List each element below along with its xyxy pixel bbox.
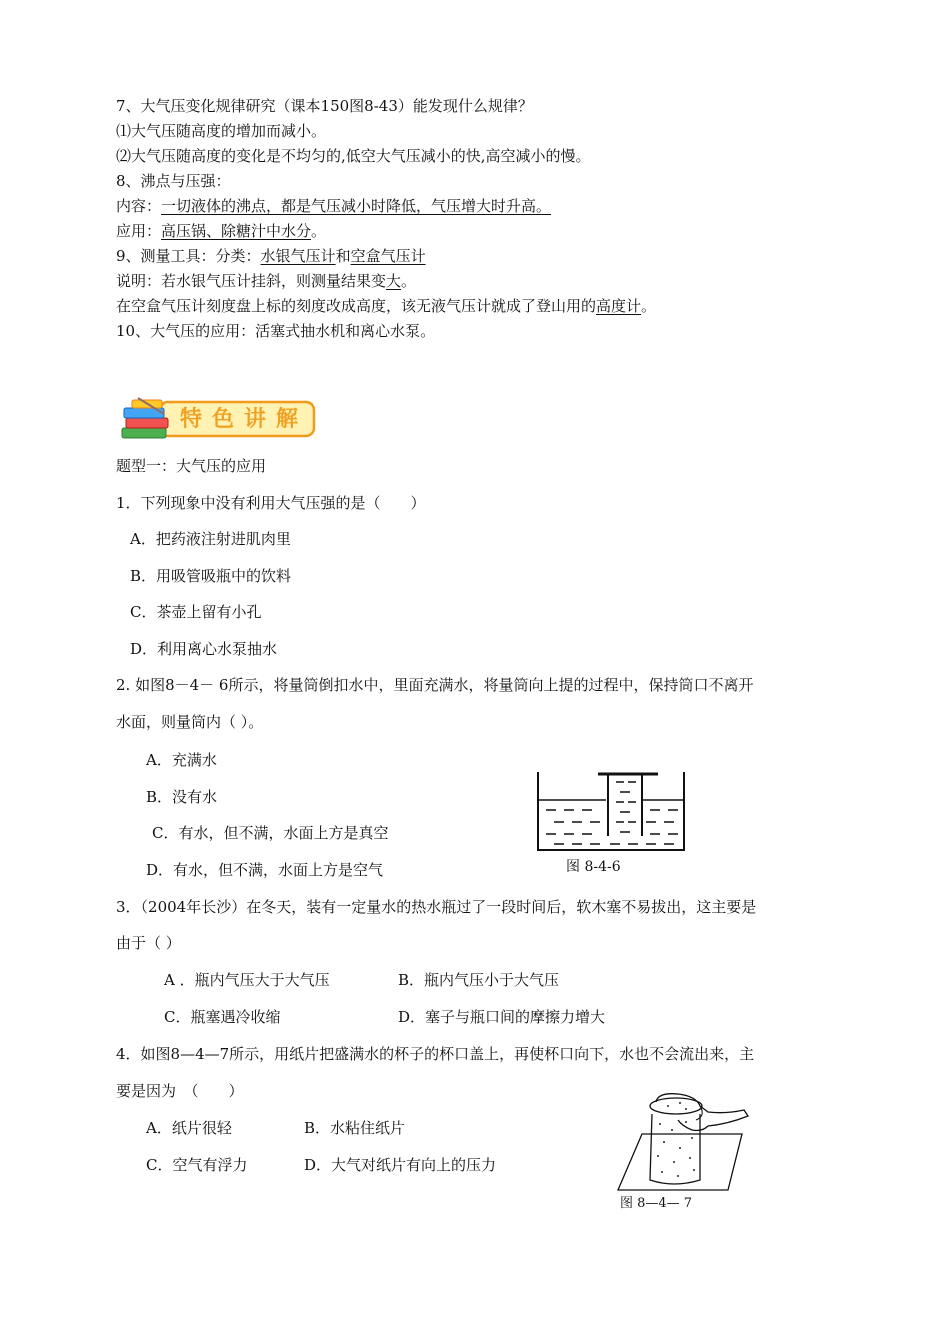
q1-option-b: B．用吸管吸瓶中的饮料 [130, 567, 292, 585]
q3-option-d: D．塞子与瓶口间的摩擦力增大 [398, 1008, 606, 1026]
q4-stem-line-2: 要是因为 （ ） [116, 1082, 244, 1100]
q4-option-a: A．纸片很轻 [146, 1119, 232, 1137]
q1-stem: 1．下列现象中没有利用大气压强的是（ ） [116, 494, 426, 512]
explain-b-end: 。 [641, 297, 657, 315]
note-item-8: 8、沸点与压强： [116, 172, 231, 190]
q4-option-d: D．大气对纸片有向上的压力 [304, 1156, 497, 1174]
figure-8-4-7-caption: 图 8—4— 7 [620, 1196, 693, 1211]
q1-option-a: A．把药液注射进肌肉里 [130, 530, 291, 548]
item9-and: 和 [335, 247, 351, 265]
q1-option-c: C．茶壶上留有小孔 [130, 603, 262, 621]
q3-stem-line-1: 3．（2004年长沙）在冬天，装有一定量水的热水瓶过了一段时间后，软木塞不易拔出，这主要是 [116, 898, 757, 916]
note-item-10: 10、大气压的应用：活塞式抽水机和离心水泵。 [116, 322, 436, 340]
q2-option-a: A．充满水 [146, 751, 217, 769]
q4-stem-line-1: 4．如图8—4—7所示，用纸片把盛满水的杯子的杯口盖上，再使杯口向下，水也不会流出来，主 [116, 1045, 755, 1063]
explain-a-text: 说明：若水银气压计挂斜，则测量结果变 [116, 272, 387, 290]
q2-option-d: D．有水，但不满，水面上方是空气 [146, 861, 384, 879]
q1-option-d: D．利用离心水泵抽水 [130, 640, 278, 658]
explain-a-answer: 大 [386, 272, 402, 290]
q3-option-a: A ．瓶内气压大于大气压 [164, 971, 330, 989]
explain-b-text: 在空盒气压计刻度盘上标的刻度改成高度，该无液气压计就成了登山用的 [116, 297, 597, 315]
banner-title: 特色讲解 [180, 407, 309, 432]
note-content-line [116, 196, 551, 216]
figure-8-4-6-diagram [534, 764, 694, 854]
item9-label: 9、测量工具：分类： [116, 247, 261, 265]
note-item-9 [116, 246, 426, 266]
note-item-7: 7、大气压变化规律研究（课本150图8-43）能发现什么规律？ [116, 97, 533, 115]
item9-mercury: 水银气压计 [260, 247, 336, 265]
feature-banner [118, 396, 318, 446]
note-explain-b [116, 296, 656, 316]
q3-option-c: C．瓶塞遇冷收缩 [164, 1008, 281, 1026]
figure-8-4-7-diagram [616, 1090, 756, 1194]
q2-stem-line-1: 2. 如图8－4－ 6所示，将量筒倒扣水中，里面充满水，将量筒向上提的过程中，保持筒口不离开 [116, 676, 754, 694]
q4-option-c: C．空气有浮力 [146, 1156, 248, 1174]
note-application-line [116, 221, 326, 241]
item9-aneroid: 空盒气压计 [350, 247, 426, 265]
application-text: 高压锅、除糖汁中水分 [161, 222, 312, 240]
explain-b-answer: 高度计 [596, 297, 642, 315]
note-item-7-2: ⑵大气压随高度的变化是不均匀的,低空大气压减小的快,高空减小的慢。 [116, 147, 591, 165]
content-label: 内容： [116, 197, 162, 215]
note-item-7-1: ⑴大气压随高度的增加而减小。 [116, 122, 327, 140]
q4-option-b: B．水粘住纸片 [304, 1119, 406, 1137]
section-title: 题型一：大气压的应用 [116, 457, 267, 475]
q2-option-c: C．有水，但不满，水面上方是真空 [152, 824, 389, 842]
application-end: 。 [311, 222, 327, 240]
q2-stem-line-2: 水面，则量筒内（ ）。 [116, 713, 264, 731]
note-explain-a [116, 271, 416, 291]
explain-a-end: 。 [401, 272, 417, 290]
figure-8-4-6-caption: 图 8-4-6 [566, 859, 621, 875]
application-label: 应用： [116, 222, 162, 240]
content-text: 一切液体的沸点，都是气压减小时降低，气压增大时升高。 [161, 197, 552, 215]
q3-option-b: B．瓶内气压小于大气压 [398, 971, 560, 989]
q2-option-b: B．没有水 [146, 788, 218, 806]
q3-stem-line-2: 由于（ ） [116, 934, 181, 952]
